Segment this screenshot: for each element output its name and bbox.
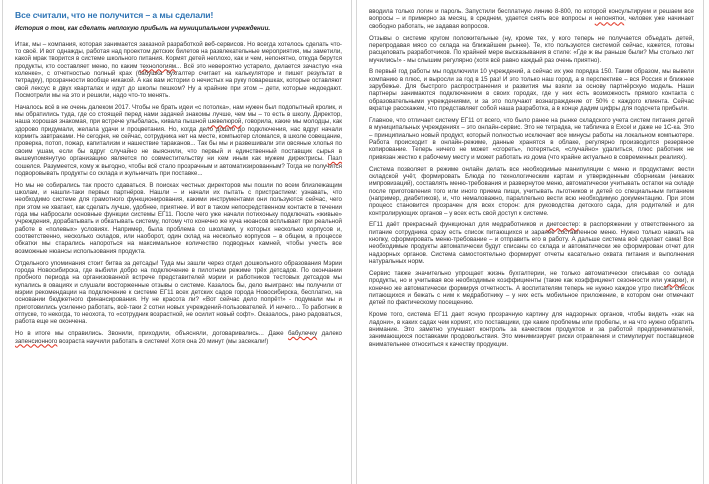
paragraph: В первый год работы мы подключили 10 учреждений, а сейчас их уже порядка 150. Таким образом, мы вывели компанию в плюс, и выросли за год в 15 раз! И это только наш город, а в перспективе – вся Россия и ближнее зарубежье. Для быстрого распространения и развития мы взяли за основу партнёрскую модель. Наши партнеры занимаются подключением в своих городах, где у них есть возможность прямого контакта с образовательными учреждениями, и за это получают вознаграждение от 50% с каждого клиента. Сейчас вкратце расскажем, что представляет собой наша разработка, а в конце дадим цифры для подсчета прибыли. bbox=[369, 68, 694, 113]
misspelled-word: непонятки bbox=[594, 15, 625, 23]
paragraph: Отдельного упоминания стоит битва за детсады! Туда мы зашли через отдел дошкольного образования Мэрии города Новосибирска, где выбили добро на подключение в пилотном режиме трёх детсадов. По окончании пробного периода на организованной встрече представителей мэрии и работников тестовых детсадов мы купались в овациях и слушали восторженные отзывы о системе. Казалось бы, дело выиграно: мы получили от мэрии рекомендации на подключение к системе ЕГ11 всех детских садов города Новосибирска, бесплатно, на основании бюджетного финансирования. Ну не красота ли? «Вот сейчас дело попрёт!» - подумали мы и приготовились усиленно работать, всё-таки 2 сотни новых учреждений-пользователей. И ничего... То работник в отпуске, то некогда, то неохота, то «сотрудник возрастной, не осилит новый софт». Оказалось, рано радоваться, работа еще не окончена. bbox=[15, 259, 342, 326]
misspelled-word: ужарки bbox=[664, 277, 685, 285]
paragraph: Отзывы о системе кругом положительные (ну, кроме тех, у кого теперь не получается объедать детей, перепродавая мясо со склада на ближайшем рынке). Те, кто пользуются системой сейчас, кажется, готовы расцеловать разработчиков. По крайней мере высказывания в стиле: «Где ж вы раньше были? Мы столько лет мучились!» - мы слышим регулярно (хотя всё равно каждый раз очень приятно). bbox=[369, 34, 694, 64]
paragraph: Сервис также значительно упрощает жизнь бухгалтерии, не только автоматически списывая со склада продукты, но и учитывая все необходимые коэффициенты (такие как коэффициент сезонности или ужарки), и конечно же автоматически формируя отчетность. А воспитателям теперь не нужно каждое утро писать список питающихся и бежать с ним к медработнику – у них есть мобильное приложение, в котором они отмечают детей по фактическому посещению. bbox=[369, 270, 694, 307]
page1-paragraphs bbox=[15, 41, 342, 345]
paragraph: ЕГ11 даёт прекрасный функционал для медработников и диетсестер: в распоряжении у ответственного за питание сотрудника сразу есть список питающихся и заранее составленное меню. Нужно только нажать на кнопку, сформировать меню-требование – и отправить его в работу. А дальше система всё сделает сама! Все необходимые продукты автоматически будут списаны со склада и автоматически же сформирован отчет для надзорных органов. Система самостоятельно формирует отчеты касательно охвата питания и выполнения натуральных норм. bbox=[369, 221, 694, 266]
page-1 bbox=[2, 0, 352, 484]
document-title: Все считали, что не получится – а мы сделали! bbox=[15, 10, 214, 20]
misspelled-word: диетсестер bbox=[546, 221, 579, 229]
document-subtitle: История о том, как сделать неплохую прибыль на муниципальном учреждении. bbox=[15, 25, 271, 32]
paragraph: Главное, что отличает систему ЕГ11 от всего, что было ранее на рынке складского учета систем питания детей в муниципальных учреждениях – это онлайн-сервис. Это не тетрадка, не табличка в Excel и даже не 1С-ка. Это – принципиально новый продукт, который полностью исключает все минусы работы на локальном компьютере. Работа происходит в онлайн-режиме, данные хранятся в облаке, регулярно производится резервное копирование. Теперь ничего не может «сгореть», потеряться, «случайно» удалиться, плюс работник не привязан жестко к рабочему месту и может работать из дома (что крайне актуально в современных реалиях). bbox=[369, 116, 694, 161]
misspelled-word: Пазл bbox=[327, 155, 342, 163]
paragraph: Итак, мы – компания, которая занимается заказной разработкой веб-сервисов. Но всегда хотелось сделать что-то своё. И вот однажды, работая над проектом детских билетов на развлекательные мероприятия, мы заметили, какой мрак творится в системе школьного питания. Кормят детей неплохо, как и чем, непонятно, откуда берутся продукты, кто составляет меню, по каким технологиям... Всё это невероятно устарело, делается зачастую «на коленке», с отчетностью полный крах (бабушка бухгалтер считает на калькуляторе и пишет результат в тетрадку), прозрачности вообще никакой. А как вам истории о нечистых на руку поварешках, которые оставляют свой лексус в двух кварталах и идут до школы пешком? Ну а крайние при этом – дети, которые недоедают. Посмотрели мы на это и решили, надо что-то менять. bbox=[15, 40, 343, 99]
paragraph: Но мы не собирались так просто сдаваться. В поисках честных директоров мы пошли по всем близлежащим школам, и нашли-таки первых партнёров. Нашли – и начали их пытать с пристрастием: узнавать, что необходимо системе для грамотного функционирования, какими инструментами они пользуются сейчас, чего при этом не хватает, как сделать лучше, удобнее, приятнее. И вот в таком непосредственном контакте в течении года мы набросали основные функции системы ЕГ11. После чего уже начали потихоньку подключать «живые» учреждения, дорабатывать и обкатывать систему, потому что конечно же куча нюансов всплывает при реальной работе в «полевых» условиях. Например, была проблема со школами, у которых несколько корпусов и, соответственно, несколько складов, или наоборот, один склад на несколько корпусов – в общем, в процессе обкатки мы старались напороться на максимальное количество подводных камней, чтобы учесть все возможные нюансы использования продукта. bbox=[15, 181, 342, 255]
misspelled-word: запенсионного bbox=[15, 337, 58, 345]
paragraph: Система позволяет в режиме онлайн делать все необходимые манипуляции с меню и продуктами: вести складской учёт, формировать Блюда по технологическим картам и утвержденным сборникам (никаких импровизаций), составлять меню-требования и развернутое меню, автоматически учитывать остатки на складе после приготовления того или иного приема пищи, учитывать льготников и детей со специальным питанием (например, диабетиков), и, что немаловажно, параллельно вести всю необходимую документацию. При этом процесс становится прозрачен для всех сторон: для руководства детского сада, для родителей и для контролирующих органов – у всех есть свой доступ к системе. bbox=[369, 165, 694, 217]
paragraph: Кроме того, система ЕГ11 дает ясную прозрачную картину для надзорных органов, чтобы видеть «как на ладони», в каких садах чем кормят, кто поставщики, где какие проблемы или пробелы, и на что нужно обратить внимание. Это заметно улучшает контроль за качеством продуктов и за работой предпринимателей, занимающихся поставками продовольствия. Это минимизирует риски отравления и стимулирует поставщиков внимательнее относиться к качеству продукции. bbox=[369, 311, 694, 348]
paragraph: Началось всё в не очень далеком 2017. Чтобы не брать идеи «с потолка», нам нужен был подопытный кролик, и мы обратились туда, где со стоящей перед нами задачей знакомы лучше, чем мы – то есть в школу. Директор, наша хорошая знакомая, при встрече улыбалась, кивала пышной шевелюрой, говорила, какие мы молодцы, как здорово придумали, желала удачи и процветания. Но, когда дело дошло до подключения, нас вдруг начали кормить завтраками. Не сегодня, не сейчас, сотрудника нет на месте, компьютер сломался, в школе совещание, проверка, потоп, пожар, капитализм и нашествие тараканов... Так бы мы и развешивали эти овсяные хлопья по своим ушам, если бы вдруг случайно не выяснили, что первый и единственный поставщик сырья в вышеупомянутую организацию является по совместительству ни кем иным как мужем директрисы. Пазл сошелся. Разумеется, кому ж выгодно, чтобы всё стало прозрачным и автоматизированным? Тогда не получится подворовывать продукты со склада и жульничать при поставке... bbox=[15, 103, 342, 177]
paragraph: Но в итоге мы справились. Звонили, приходили, объясняли, договаривались... Даже бабулечку далеко запенсионного возраста научили работать в системе! Хотя она 20 минут (мы засекали!) bbox=[15, 330, 342, 345]
page2-paragraphs bbox=[369, 8, 694, 348]
misspelled-word: шевелюрой bbox=[207, 118, 242, 126]
page-2 bbox=[356, 0, 704, 484]
page-2-content bbox=[357, 0, 703, 348]
misspelled-word: бабулечку bbox=[288, 330, 318, 338]
misspelled-word: технологиям bbox=[139, 62, 177, 70]
paragraph: вводила только логин и пароль. Запустили бесплатную линию 8-800, по которой консультируем и решаем все вопросы – и примерно за месяц, в среднем, удается снять все вопросы и непонятки, человек уже начинает свободно работать, не задавая вопросов. bbox=[369, 8, 694, 30]
page-1-content bbox=[3, 0, 351, 345]
